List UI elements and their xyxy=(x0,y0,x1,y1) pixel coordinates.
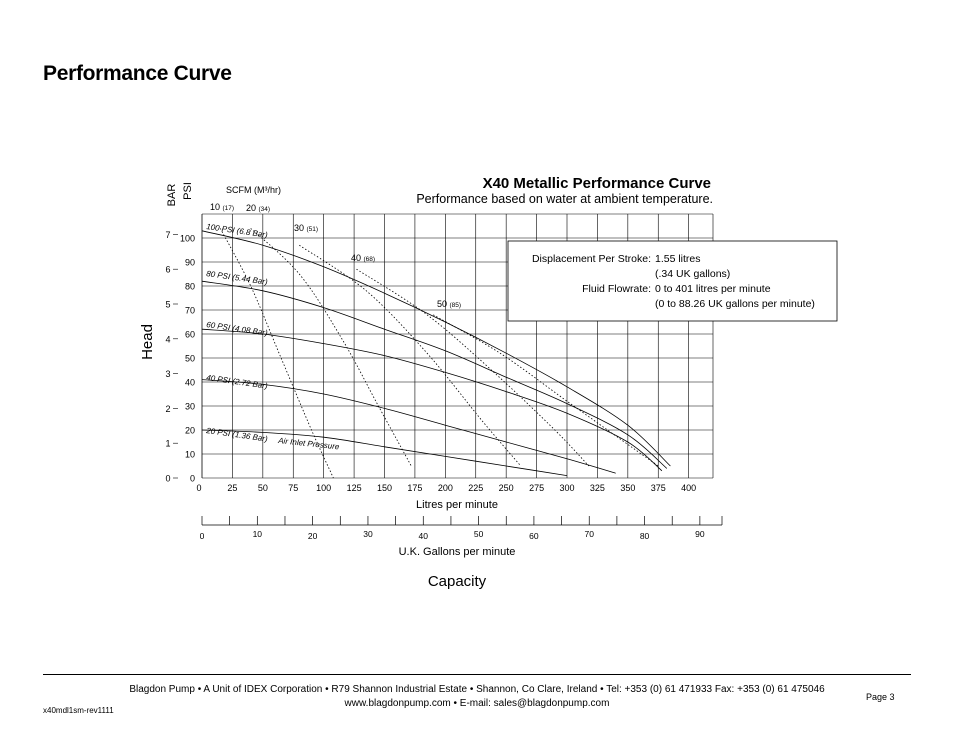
scfm-curve-label-0 xyxy=(210,202,234,212)
bar-tick-1: 1 xyxy=(165,438,171,449)
litres-tick-25: 25 xyxy=(227,483,238,493)
litres-tick-150: 150 xyxy=(376,483,393,493)
pressure-curve-label-3: 40 PSI (2.72 Bar) xyxy=(205,373,269,391)
air-inlet-label: Air Inlet Pressure xyxy=(277,436,340,452)
litres-tick-350: 350 xyxy=(620,483,636,493)
psi-tick-70: 70 xyxy=(184,305,195,316)
scfm-curve-label-m3-1: (34) xyxy=(258,206,271,213)
pressure-curve-2 xyxy=(202,329,662,471)
info-row-1-value: 1.55 litres xyxy=(655,253,701,265)
bar-tick-2: 2 xyxy=(165,403,171,414)
gallons-tick-70: 70 xyxy=(584,529,594,539)
scfm-curve-label-1 xyxy=(246,203,270,213)
bar-tick-6: 6 xyxy=(165,264,171,275)
scfm-curve-label-m3-3: (68) xyxy=(363,256,376,263)
psi-tick-50: 50 xyxy=(184,353,195,364)
scfm-curve-4 xyxy=(433,315,658,466)
litres-tick-325: 325 xyxy=(589,483,605,493)
gallons-tick-50: 50 xyxy=(473,529,484,539)
chart-title: X40 Metallic Performance Curve xyxy=(482,175,711,192)
litres-tick-75: 75 xyxy=(288,483,299,493)
info-row-1-label: Displacement Per Stroke: xyxy=(531,253,651,265)
gallons-tick-80: 80 xyxy=(639,531,650,541)
litres-tick-175: 175 xyxy=(407,483,423,493)
litres-tick-0: 0 xyxy=(196,483,202,493)
litres-tick-375: 375 xyxy=(650,483,666,493)
litres-tick-275: 275 xyxy=(529,483,545,493)
pressure-curve-label-4: 20 PSI (1.36 Bar) xyxy=(205,426,269,444)
x-axis-label-gallons: U.K. Gallons per minute xyxy=(398,546,516,558)
gallons-tick-0: 0 xyxy=(199,531,205,541)
litres-tick-400: 400 xyxy=(681,483,697,493)
scfm-label: SCFM (M³/hr) xyxy=(226,185,281,195)
head-label: Head xyxy=(139,324,156,360)
info-box xyxy=(508,241,837,321)
pressure-curve-label-1: 80 PSI (5.44 Bar) xyxy=(205,269,269,287)
psi-tick-30: 30 xyxy=(184,401,195,412)
scfm-curve-label-m3-0: (17) xyxy=(222,205,235,212)
capacity-label: Capacity xyxy=(427,573,487,590)
scfm-curve-2 xyxy=(299,245,521,466)
psi-tick-80: 80 xyxy=(184,281,195,292)
gallons-tick-30: 30 xyxy=(363,529,373,539)
scfm-curve-label-2 xyxy=(294,223,318,233)
psi-tick-100: 100 xyxy=(179,233,195,244)
litres-tick-125: 125 xyxy=(346,483,362,493)
gallons-tick-10: 10 xyxy=(252,529,263,539)
bar-tick-3: 3 xyxy=(165,369,171,380)
footer-address: Blagdon Pump • A Unit of IDEX Corporation • R79 Shannon Industrial Estate • Shannon, Co Clare, Ireland • Tel: +353 (0) 61 471933 Fax: +353 (0) 61 475046 xyxy=(129,684,825,695)
pressure-curve-label-2: 60 PSI (4.08 Bar) xyxy=(205,320,269,338)
scfm-curve-1 xyxy=(251,228,412,466)
scfm-curve-label-3 xyxy=(351,253,375,263)
litres-tick-100: 100 xyxy=(316,483,332,493)
psi-tick-90: 90 xyxy=(184,257,195,268)
info-row-3-value: 0 to 401 litres per minute xyxy=(655,283,771,295)
page-title: Performance Curve xyxy=(43,62,232,85)
info-row-2-value: (.34 UK gallons) xyxy=(655,268,731,280)
x-axis-label-litres: Litres per minute xyxy=(416,499,498,511)
info-row-4-value: (0 to 88.26 UK gallons per minute) xyxy=(655,298,815,310)
bar-tick-7: 7 xyxy=(165,229,171,240)
gallons-tick-90: 90 xyxy=(695,529,705,539)
scfm-curve-label-value-0: 10 xyxy=(210,202,223,212)
bar-axis-label: BAR xyxy=(166,183,178,207)
litres-tick-250: 250 xyxy=(498,483,514,493)
chart-subtitle: Performance based on water at ambient temperature. xyxy=(416,192,713,206)
page-number: Page 3 xyxy=(866,692,895,702)
bar-tick-5: 5 xyxy=(165,299,171,310)
psi-tick-60: 60 xyxy=(184,329,195,340)
psi-axis-label: PSI xyxy=(182,182,194,200)
pressure-curve-label-0: 100 PSI (6.8 Bar) xyxy=(205,222,269,240)
gallons-tick-40: 40 xyxy=(418,531,429,541)
psi-tick-10: 10 xyxy=(184,449,195,460)
litres-tick-300: 300 xyxy=(559,483,575,493)
scfm-curve-label-4 xyxy=(437,299,461,309)
gallons-tick-20: 20 xyxy=(307,531,318,541)
scfm-curve-label-value-3: 40 xyxy=(351,253,364,263)
psi-tick-40: 40 xyxy=(184,377,195,388)
scfm-curve-label-value-2: 30 xyxy=(294,223,307,233)
scfm-curve-label-value-1: 20 xyxy=(246,203,259,213)
footer-divider xyxy=(43,674,911,675)
bar-tick-0: 0 xyxy=(165,473,171,484)
scfm-curve-label-m3-2: (51) xyxy=(306,226,319,233)
document-code: x40mdl1sm-rev1111 xyxy=(43,706,114,715)
info-row-3-label: Fluid Flowrate: xyxy=(582,283,651,295)
scfm-curve-label-value-4: 50 xyxy=(437,299,450,309)
litres-tick-200: 200 xyxy=(437,483,453,493)
gallons-tick-60: 60 xyxy=(529,531,539,541)
footer-contact: www.blagdonpump.com • E-mail: sales@blagdonpump.com xyxy=(344,698,610,709)
scfm-curve-label-m3-4: (85) xyxy=(449,302,462,309)
pressure-curve-3 xyxy=(202,380,616,474)
litres-tick-225: 225 xyxy=(468,483,484,493)
psi-tick-0: 0 xyxy=(189,473,195,484)
litres-tick-50: 50 xyxy=(257,483,268,493)
psi-tick-20: 20 xyxy=(184,425,195,436)
bar-tick-4: 4 xyxy=(165,334,171,345)
